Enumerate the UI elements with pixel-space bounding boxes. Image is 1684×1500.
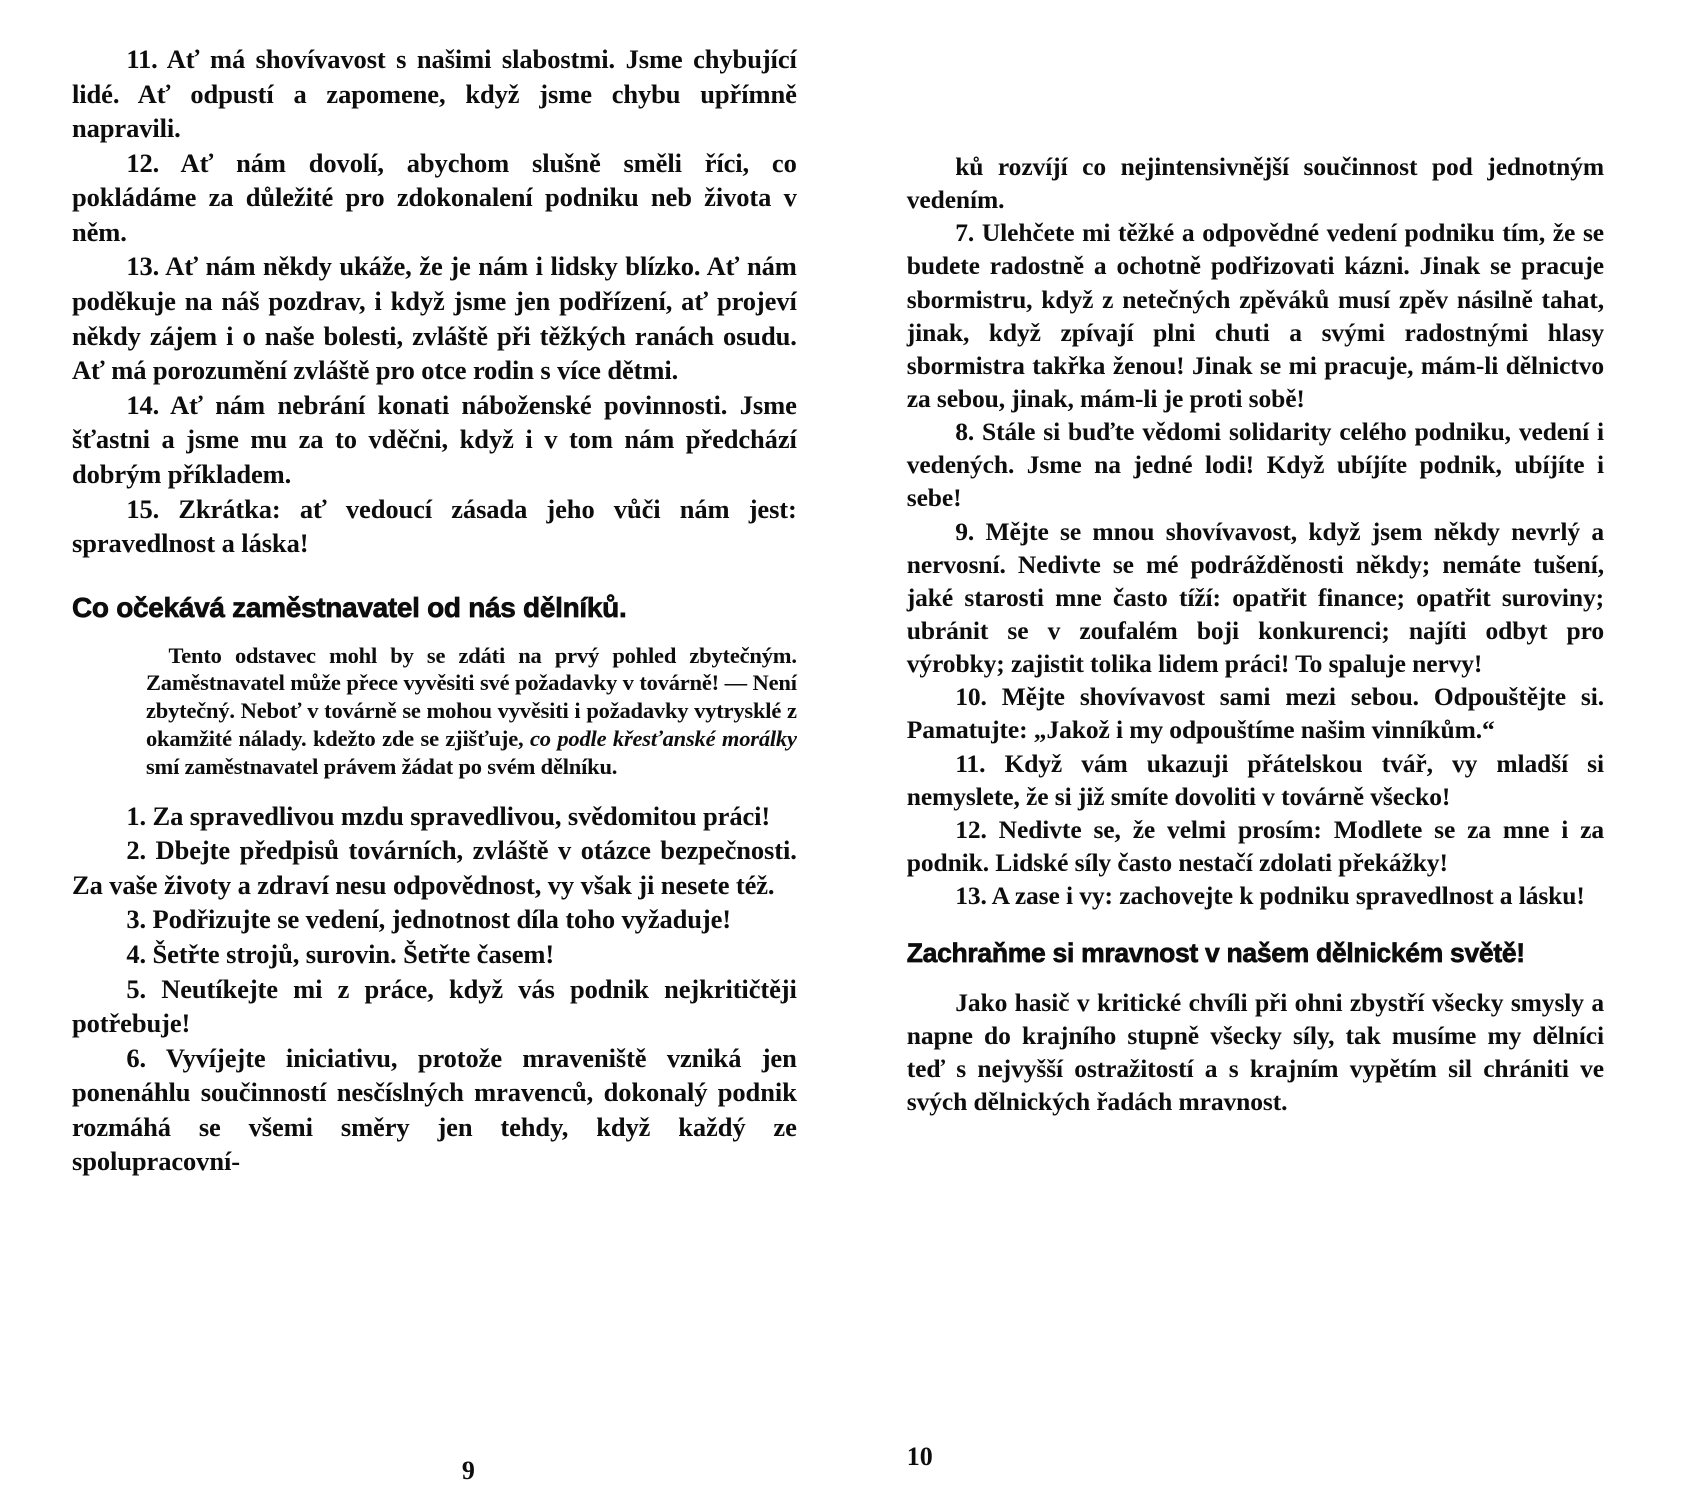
paragraph: 14. Ať nám nebrání konati náboženské povinnosti. Jsme šťastni a jsme mu za to vděčni, když i v tom nám předchází dobrým příkladem. [72,389,797,489]
paragraph: ků rozvíjí co nejintensivnější součinnost pod jednotným vedením. [906,152,1604,215]
page-number-left: 9 [461,1456,475,1485]
paragraph: 15. Zkrátka: ať vedoucí zásada jeho vůči nám jest: spravedlnost a láska! [72,493,797,559]
page-left [60,30,877,1500]
page-number-right: 10 [906,1442,933,1471]
intro-text-after: smí zaměstnavatel právem žádat po svém dělníku. [146,753,618,779]
intro-note [72,642,797,781]
paragraph: 8. Stále si buďte vědomi solidarity celého podniku, vedení i vedených. Jsme na jedné lodi! Když ubíjíte podnik, ubíjíte i sebe! [906,417,1604,513]
paragraph: 13. A zase i vy: zachovejte k podniku spravedlnost a lásku! [955,881,1585,911]
paragraph: 12. Nedivte se, že velmi prosím: Modlete se za mne i za podnik. Lidské síly často nestačí zdolati překážky! [906,814,1604,877]
numbered-item: 2. Dbejte předpisů továrních, zvláště v otázce bezpečnosti. Za vaše životy a zdraví nesu odpovědnost, vy však ji nesete též. [72,835,797,900]
paragraph: Jako hasič v kritické chvíli při ohni zbystří všecky smysly a napne do krajního stupně všecky síly, tak musíme my dělníci teď s nejvyšší ostražitostí a s krajním vypětím sil chrániti ve svých dělnických řadách mravnost. [906,987,1604,1116]
intro-text-before: Tento odstavec mohl by se zdáti na prvý pohled zbytečným. Zaměstnavatel může přece vyvěsiti své požadavky v továrně! — Není zbytečný. Neboť v továrně se mohou vyvěsiti i požadavky vytrysklé z okamžité nálady. kdežto zde se zjišťuje, [146,642,797,752]
numbered-item: 5. Neutíkejte mi z práce, když vás podnik nejkritičtěji potřebuje! [72,973,797,1039]
paragraph: 11. Ať má shovívavost s našimi slabostmi. Jsme chybující lidé. Ať odpustí a zapomene, když jsme chybu upřímně napravili. [72,44,797,144]
numbered-item: 3. Podřizujte se vedení, jednotnost díla toho vyžaduje! [126,904,732,935]
section-heading: Zachraňme si mravnost v našem dělnickém světě! [906,938,1525,969]
paragraph: 9. Mějte se mnou shovívavost, když jsem někdy nevrlý a nervosní. Nedivte se mé podrážděnosti někdy; nemáte tušení, jaké starosti mne často tíží: opatřit finance; opatřit suroviny; ubránit se v zoufalém boji konkurenci; najíti odbyt pro výrobky; zajistit tolika lidem práci! To spaluje nervy! [906,516,1604,679]
intro-text-italic: co podle křesťanské morálky [529,726,797,752]
paragraph: 7. Ulehčete mi těžké a odpovědné vedení podniku tím, že se budete radostně a ochotně podřizovati kázni. Jinak se pracuje sbormistru, když z netečných zpěváků musí zpěv násilně tahat, jinak, když zpívají plni chuti a svými radostnými hlasy sbormistra takřka ženou! Jinak se mi pracuje, mám-li dělnictvo za sebou, jinak, mám-li je proti sobě! [906,218,1604,413]
section-heading: Co očekává zaměstnavatel od nás dělníků. [72,591,627,623]
numbered-item: 1. Za spravedlivou mzdu spravedlivou, svědomitou práci! [126,800,771,831]
paragraph: 10. Mějte shovívavost sami mezi sebou. Odpouštějte si. Pamatujte: „Jakož i my odpouštíme našim vinníkům.“ [906,682,1604,745]
paragraph: 13. Ať nám někdy ukáže, že je nám i lidsky blízko. Ať nám poděkuje na náš pozdrav, i když jsme jen podřízení, ať projeví někdy zájem i o naše bolesti, zvláště při těžkých ranách osudu. Ať má porozumění zvláště pro otce rodin s více dětmi. [72,251,797,386]
paragraph: 11. Když vám ukazuji přátelskou tvář, vy mladší si nemyslete, že si již smíte dovoliti v továrně všecko! [906,748,1604,811]
numbered-item: 6. Vyvíjejte iniciativu, protože mraveniště vzniká jen ponenáhlu součinností nesčíslných mravenců, dokonalý podnik rozmáhá se všemi směry jen tehdy, když každý ze spolupracovní- [72,1042,797,1177]
numbered-item: 4. Šetřte strojů, surovin. Šetřte časem! [126,938,555,969]
page-right [877,30,1624,1500]
paragraph: 12. Ať nám dovolí, abychom slušně směli říci, co pokládáme za důležité pro zdokonalení podniku neb života v něm. [72,147,797,247]
